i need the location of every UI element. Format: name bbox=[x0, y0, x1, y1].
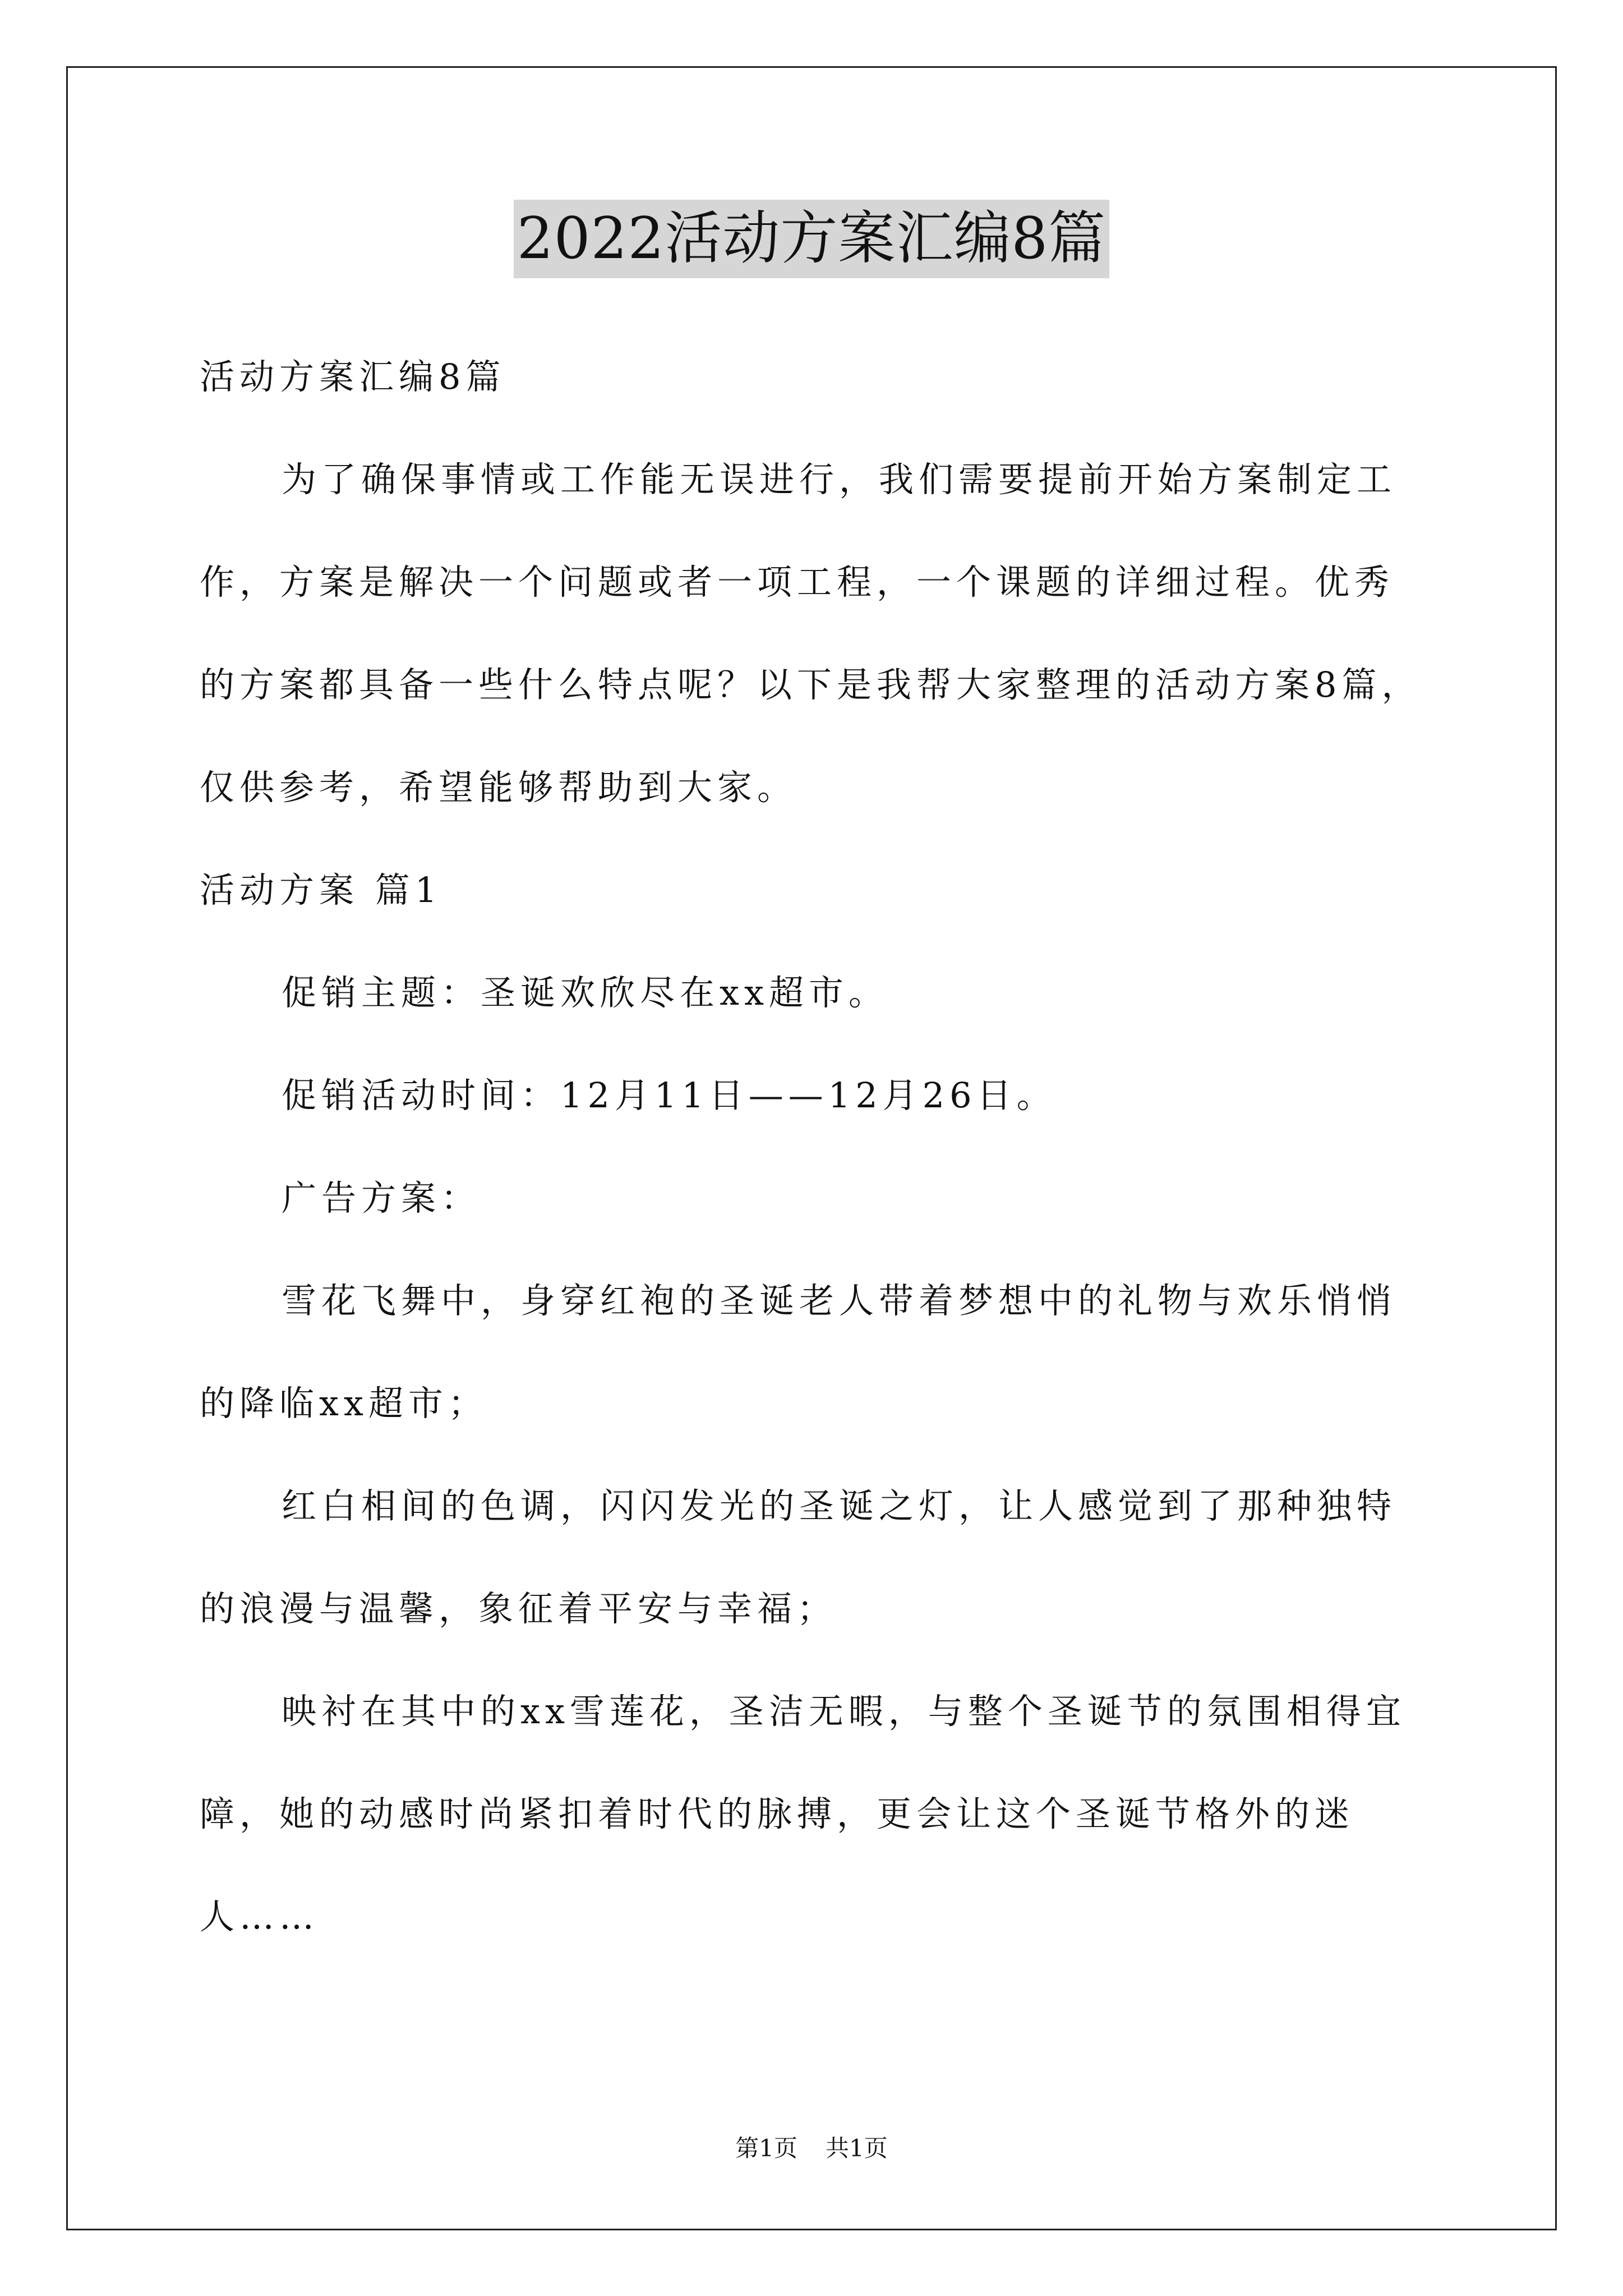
paragraph-line: 的降临xx超市； bbox=[200, 1383, 488, 1424]
paragraph-line: 红白相间的色调，闪闪发光的圣诞之灯，让人感觉到了那种独特 bbox=[282, 1485, 1397, 1526]
page-count: 共1页 bbox=[826, 2134, 888, 2162]
page-number: 第1页 bbox=[735, 2134, 797, 2162]
document-title: 2022活动方案汇编8篇 bbox=[514, 200, 1109, 278]
paragraph-line: 障，她的动感时尚紧扣着时代的脉搏，更会让这个圣诞节格外的迷 bbox=[200, 1793, 1355, 1834]
paragraph-line: 为了确保事情或工作能无误进行，我们需要提前开始方案制定工 bbox=[282, 459, 1397, 500]
paragraph-line: 广告方案： bbox=[282, 1177, 481, 1218]
paragraph-line: 仅供参考，希望能够帮助到大家。 bbox=[200, 767, 797, 808]
page-footer bbox=[0, 2132, 1623, 2165]
title-container bbox=[0, 200, 1623, 278]
paragraph-line: 的浪漫与温馨，象征着平安与幸福； bbox=[200, 1588, 837, 1629]
paragraph-line: 促销主题：圣诞欢欣尽在xx超市。 bbox=[282, 972, 888, 1013]
section-heading: 活动方案 篇1 bbox=[200, 869, 442, 910]
paragraph-line: 促销活动时间：12月11日——12月26日。 bbox=[282, 1075, 1057, 1116]
paragraph-line: 作，方案是解决一个问题或者一项工程，一个课题的详细过程。优秀 bbox=[200, 562, 1395, 602]
paragraph-line: 雪花飞舞中，身穿红袍的圣诞老人带着梦想中的礼物与欢乐悄悄 bbox=[282, 1280, 1397, 1321]
paragraph-line: 的方案都具备一些什么特点呢？以下是我帮大家整理的活动方案8篇， bbox=[200, 664, 1422, 705]
paragraph-line: 映衬在其中的xx雪莲花，圣洁无暇，与整个圣诞节的氛围相得宜 bbox=[282, 1691, 1406, 1732]
document-body bbox=[200, 343, 1433, 1986]
paragraph-line: 人…… bbox=[200, 1896, 320, 1937]
section-heading: 活动方案汇编8篇 bbox=[200, 356, 506, 397]
